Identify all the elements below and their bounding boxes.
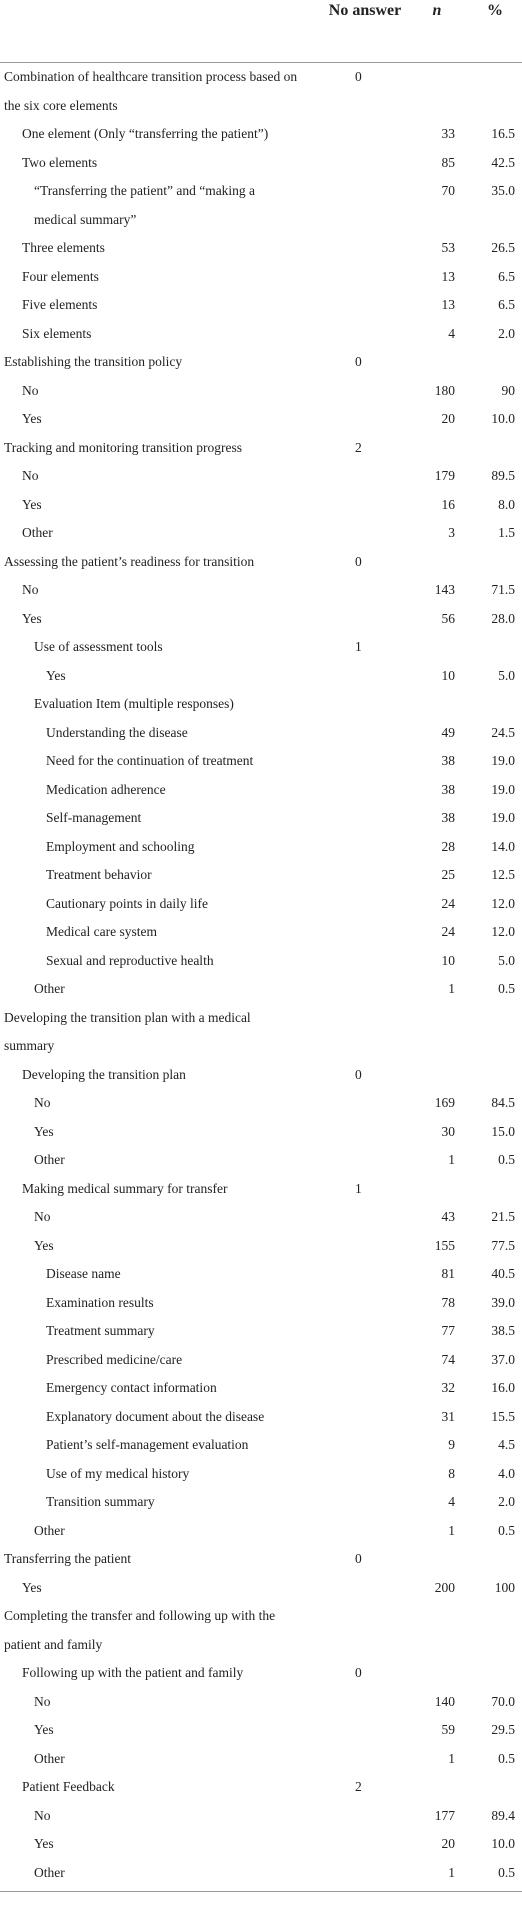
row-label: No	[34, 1807, 51, 1823]
table-row	[0, 234, 522, 263]
row-label: Use of assessment tools	[34, 639, 163, 654]
table-row	[0, 1089, 522, 1118]
no-answer-cell: 2	[355, 439, 362, 455]
table-row	[0, 1431, 522, 1460]
percent-cell: 19.0	[491, 753, 515, 768]
table-row	[0, 918, 522, 947]
table-row	[0, 1260, 522, 1289]
n-cell: 38	[441, 810, 455, 825]
table-row	[0, 1517, 522, 1546]
n-cell: 30	[441, 1123, 455, 1139]
n-cell: 9	[448, 1437, 455, 1452]
row-label: Other	[34, 1522, 65, 1538]
row-label: Two elements	[22, 154, 98, 170]
row-label: Yes	[34, 1237, 54, 1253]
table-row	[0, 776, 522, 805]
row-label: Understanding the disease	[46, 724, 188, 740]
table-row	[0, 1659, 522, 1688]
table-row	[0, 63, 522, 120]
row-label: Transition summary	[46, 1494, 155, 1509]
percent-cell: 4.0	[498, 1465, 515, 1481]
n-cell: 169	[434, 1095, 455, 1110]
table-row	[0, 662, 522, 691]
row-label: Making medical summary for transfer	[22, 1180, 228, 1196]
table-row	[0, 1346, 522, 1375]
row-label: Establishing the transition policy	[4, 354, 183, 369]
percent-cell: 28.0	[491, 610, 515, 626]
percent-cell: 5.0	[498, 952, 515, 968]
percent-cell: 70.0	[491, 1693, 515, 1709]
percent-cell: 2.0	[498, 325, 515, 341]
table-body	[0, 63, 522, 1887]
percent-cell: 39.0	[491, 1294, 515, 1310]
percent-cell: 100	[494, 1579, 515, 1595]
table-row	[0, 405, 522, 434]
n-cell: 59	[441, 1722, 455, 1737]
table-row	[0, 1830, 522, 1859]
n-cell: 143	[434, 582, 455, 597]
n-cell: 3	[448, 525, 455, 540]
row-label: Yes	[46, 667, 66, 683]
row-label: Six elements	[22, 325, 92, 341]
row-label: Medication adherence	[46, 781, 166, 797]
n-cell: 53	[441, 240, 455, 255]
table-row	[0, 1602, 522, 1659]
n-cell: 33	[441, 126, 455, 141]
row-label: Disease name	[46, 1266, 121, 1281]
n-cell: 10	[441, 952, 455, 968]
row-label: Sexual and reproductive health	[46, 952, 214, 968]
percent-cell: 29.5	[491, 1722, 515, 1737]
table-row	[0, 1061, 522, 1090]
n-cell: 1	[448, 1522, 455, 1538]
no-answer-cell: 0	[355, 354, 362, 369]
row-label: Five elements	[22, 297, 98, 312]
table-row	[0, 833, 522, 862]
n-cell: 77	[441, 1323, 455, 1338]
percent-cell: 15.0	[491, 1123, 515, 1139]
row-label: Yes	[22, 1579, 42, 1595]
n-cell: 1	[448, 1864, 455, 1880]
row-label: Tracking and monitoring transition progress	[4, 439, 242, 455]
row-label: Combination of healthcare transition process based on the six core elements	[4, 69, 298, 113]
row-label: Other	[22, 525, 53, 540]
table-row	[0, 1004, 522, 1061]
row-label: Yes	[34, 1722, 54, 1737]
row-label: Self-management	[46, 810, 142, 825]
table-row	[0, 120, 522, 149]
table-bottom-rule	[0, 1891, 522, 1892]
table-header	[0, 0, 522, 63]
row-label: No	[22, 582, 39, 597]
table-row	[0, 1745, 522, 1774]
row-label: Patient Feedback	[22, 1779, 115, 1794]
n-cell: 10	[441, 667, 455, 683]
table-row	[0, 947, 522, 976]
n-cell: 31	[441, 1408, 455, 1424]
row-label: Treatment behavior	[46, 867, 152, 882]
n-cell: 4	[448, 325, 455, 341]
row-label: Treatment summary	[46, 1323, 155, 1338]
row-label: Patient’s self-management evaluation	[46, 1437, 249, 1452]
row-label: Yes	[34, 1836, 54, 1851]
percent-cell: 12.0	[491, 924, 515, 939]
n-cell: 25	[441, 867, 455, 882]
row-label: Yes	[34, 1123, 54, 1139]
n-cell: 1	[448, 981, 455, 996]
percent-cell: 10.0	[491, 411, 515, 426]
no-answer-cell: 1	[355, 639, 362, 654]
table-row	[0, 263, 522, 292]
n-cell: 28	[441, 838, 455, 854]
row-label: Four elements	[22, 268, 99, 284]
table-row	[0, 804, 522, 833]
n-cell: 8	[448, 1465, 455, 1481]
percent-cell: 0.5	[498, 1750, 515, 1766]
no-answer-cell: 0	[355, 1665, 362, 1680]
row-label: Yes	[22, 610, 42, 626]
percent-cell: 12.5	[491, 867, 515, 882]
table-row	[0, 149, 522, 178]
row-label: Evaluation Item (multiple responses)	[34, 696, 234, 711]
table-row	[0, 1317, 522, 1346]
row-label: No	[34, 1095, 51, 1110]
table-row	[0, 1488, 522, 1517]
n-cell: 81	[441, 1266, 455, 1281]
n-cell: 20	[441, 1836, 455, 1851]
table-row	[0, 519, 522, 548]
percent-cell: 0.5	[498, 1864, 515, 1880]
table-row	[0, 1460, 522, 1489]
percent-cell: 14.0	[491, 838, 515, 854]
n-cell: 177	[434, 1807, 455, 1823]
no-answer-cell: 0	[355, 69, 362, 84]
row-label: Transferring the patient	[4, 1551, 131, 1566]
percent-cell: 90	[501, 382, 515, 398]
no-answer-cell: 0	[355, 553, 362, 569]
percent-cell: 19.0	[491, 810, 515, 825]
table-row	[0, 633, 522, 662]
n-cell: 13	[441, 297, 455, 312]
percent-cell: 12.0	[491, 895, 515, 911]
table-row	[0, 1146, 522, 1175]
table-row	[0, 1802, 522, 1831]
no-answer-cell: 0	[355, 1066, 362, 1082]
n-cell: 24	[441, 895, 455, 911]
row-label: Other	[34, 981, 65, 996]
n-cell: 4	[448, 1494, 455, 1509]
row-label: Employment and schooling	[46, 838, 195, 854]
row-label: Medical care system	[46, 924, 157, 939]
table-row	[0, 348, 522, 377]
n-cell: 1	[448, 1152, 455, 1167]
table-row	[0, 1232, 522, 1261]
table-row	[0, 320, 522, 349]
n-cell: 24	[441, 924, 455, 939]
n-cell: 140	[434, 1693, 455, 1709]
percent-cell: 0.5	[498, 1522, 515, 1538]
row-label: Explanatory document about the disease	[46, 1408, 265, 1424]
table-row	[0, 462, 522, 491]
row-label: Need for the continuation of treatment	[46, 753, 254, 768]
percent-cell: 10.0	[491, 1836, 515, 1851]
n-cell: 74	[441, 1351, 455, 1367]
percent-cell: 6.5	[498, 268, 515, 284]
row-label: No	[34, 1693, 51, 1709]
n-cell: 155	[434, 1237, 455, 1253]
row-label: Cautionary points in daily life	[46, 895, 208, 911]
percent-cell: 19.0	[491, 781, 515, 797]
row-label: Use of my medical history	[46, 1465, 190, 1481]
row-label: Emergency contact information	[46, 1380, 217, 1395]
n-cell: 56	[441, 610, 455, 626]
row-label: Other	[34, 1750, 65, 1766]
row-label: One element (Only “transferring the patient”)	[22, 126, 269, 141]
table-row	[0, 1374, 522, 1403]
row-label: No	[22, 468, 39, 483]
table-row	[0, 491, 522, 520]
table-row	[0, 1403, 522, 1432]
no-answer-cell: 2	[355, 1779, 362, 1794]
percent-cell: 1.5	[498, 525, 515, 540]
table-row	[0, 1203, 522, 1232]
percent-cell: 71.5	[491, 582, 515, 597]
table-row	[0, 1289, 522, 1318]
percent-cell: 16.5	[491, 126, 515, 141]
header-no-answer: No answer	[328, 2, 402, 19]
percent-cell: 89.5	[491, 468, 515, 483]
percent-cell: 4.5	[498, 1437, 515, 1452]
percent-cell: 21.5	[491, 1209, 515, 1224]
row-label: Other	[34, 1152, 65, 1167]
table-row	[0, 690, 522, 719]
row-label: Three elements	[22, 240, 105, 255]
row-label: “Transferring the patient” and “making a medical summary”	[34, 183, 256, 227]
row-label: Following up with the patient and family	[22, 1665, 244, 1680]
table-row	[0, 975, 522, 1004]
percent-cell: 40.5	[491, 1266, 515, 1281]
n-cell: 78	[441, 1294, 455, 1310]
percent-cell: 8.0	[498, 496, 515, 512]
n-cell: 38	[441, 781, 455, 797]
percent-cell: 42.5	[491, 154, 515, 170]
table-row	[0, 1175, 522, 1204]
percent-cell: 0.5	[498, 981, 515, 996]
percent-cell: 37.0	[491, 1351, 515, 1367]
n-cell: 43	[441, 1209, 455, 1224]
percent-cell: 35.0	[491, 183, 515, 198]
n-cell: 70	[441, 183, 455, 198]
table-row	[0, 747, 522, 776]
row-label: No	[22, 382, 39, 398]
percent-cell: 2.0	[498, 1494, 515, 1509]
percent-cell: 5.0	[498, 667, 515, 683]
table-row	[0, 434, 522, 463]
n-cell: 38	[441, 753, 455, 768]
row-label: Other	[34, 1864, 65, 1880]
n-cell: 1	[448, 1750, 455, 1766]
table-row	[0, 177, 522, 234]
table-row	[0, 1716, 522, 1745]
row-label: Yes	[22, 496, 42, 512]
row-label: Examination results	[46, 1294, 154, 1310]
row-label: Prescribed medicine/care	[46, 1351, 183, 1367]
n-cell: 32	[441, 1380, 455, 1395]
n-cell: 180	[434, 382, 455, 398]
table-row	[0, 1118, 522, 1147]
row-label: Yes	[22, 411, 42, 426]
percent-cell: 89.4	[491, 1807, 515, 1823]
percent-cell: 24.5	[491, 724, 515, 740]
table-row	[0, 576, 522, 605]
row-label: Completing the transfer and following up with the patient and family	[4, 1608, 276, 1652]
table-row	[0, 1574, 522, 1603]
header-n: n	[432, 2, 442, 19]
table-row	[0, 861, 522, 890]
table-row	[0, 1773, 522, 1802]
n-cell: 13	[441, 268, 455, 284]
table-row	[0, 719, 522, 748]
percent-cell: 0.5	[498, 1152, 515, 1167]
table-row	[0, 377, 522, 406]
percent-cell: 38.5	[491, 1323, 515, 1338]
table-row	[0, 890, 522, 919]
table-row	[0, 605, 522, 634]
percent-cell: 26.5	[491, 240, 515, 255]
table-row	[0, 291, 522, 320]
percent-cell: 84.5	[491, 1095, 515, 1110]
header-percent: %	[487, 2, 503, 19]
n-cell: 200	[434, 1579, 455, 1595]
no-answer-cell: 1	[355, 1180, 362, 1196]
table-row	[0, 1545, 522, 1574]
percent-cell: 15.5	[491, 1408, 515, 1424]
percent-cell: 16.0	[491, 1380, 515, 1395]
n-cell: 179	[434, 468, 455, 483]
n-cell: 85	[441, 154, 455, 170]
row-label: Developing the transition plan with a medical summary	[4, 1009, 251, 1053]
table-row	[0, 1859, 522, 1888]
percent-cell: 77.5	[491, 1237, 515, 1253]
table-row	[0, 548, 522, 577]
percent-cell: 6.5	[498, 297, 515, 312]
row-label: Assessing the patient’s readiness for transition	[4, 553, 255, 569]
no-answer-cell: 0	[355, 1551, 362, 1566]
row-label: No	[34, 1209, 51, 1224]
n-cell: 20	[441, 411, 455, 426]
table-row	[0, 1688, 522, 1717]
n-cell: 49	[441, 724, 455, 740]
n-cell: 16	[441, 496, 455, 512]
row-label: Developing the transition plan	[22, 1066, 186, 1082]
